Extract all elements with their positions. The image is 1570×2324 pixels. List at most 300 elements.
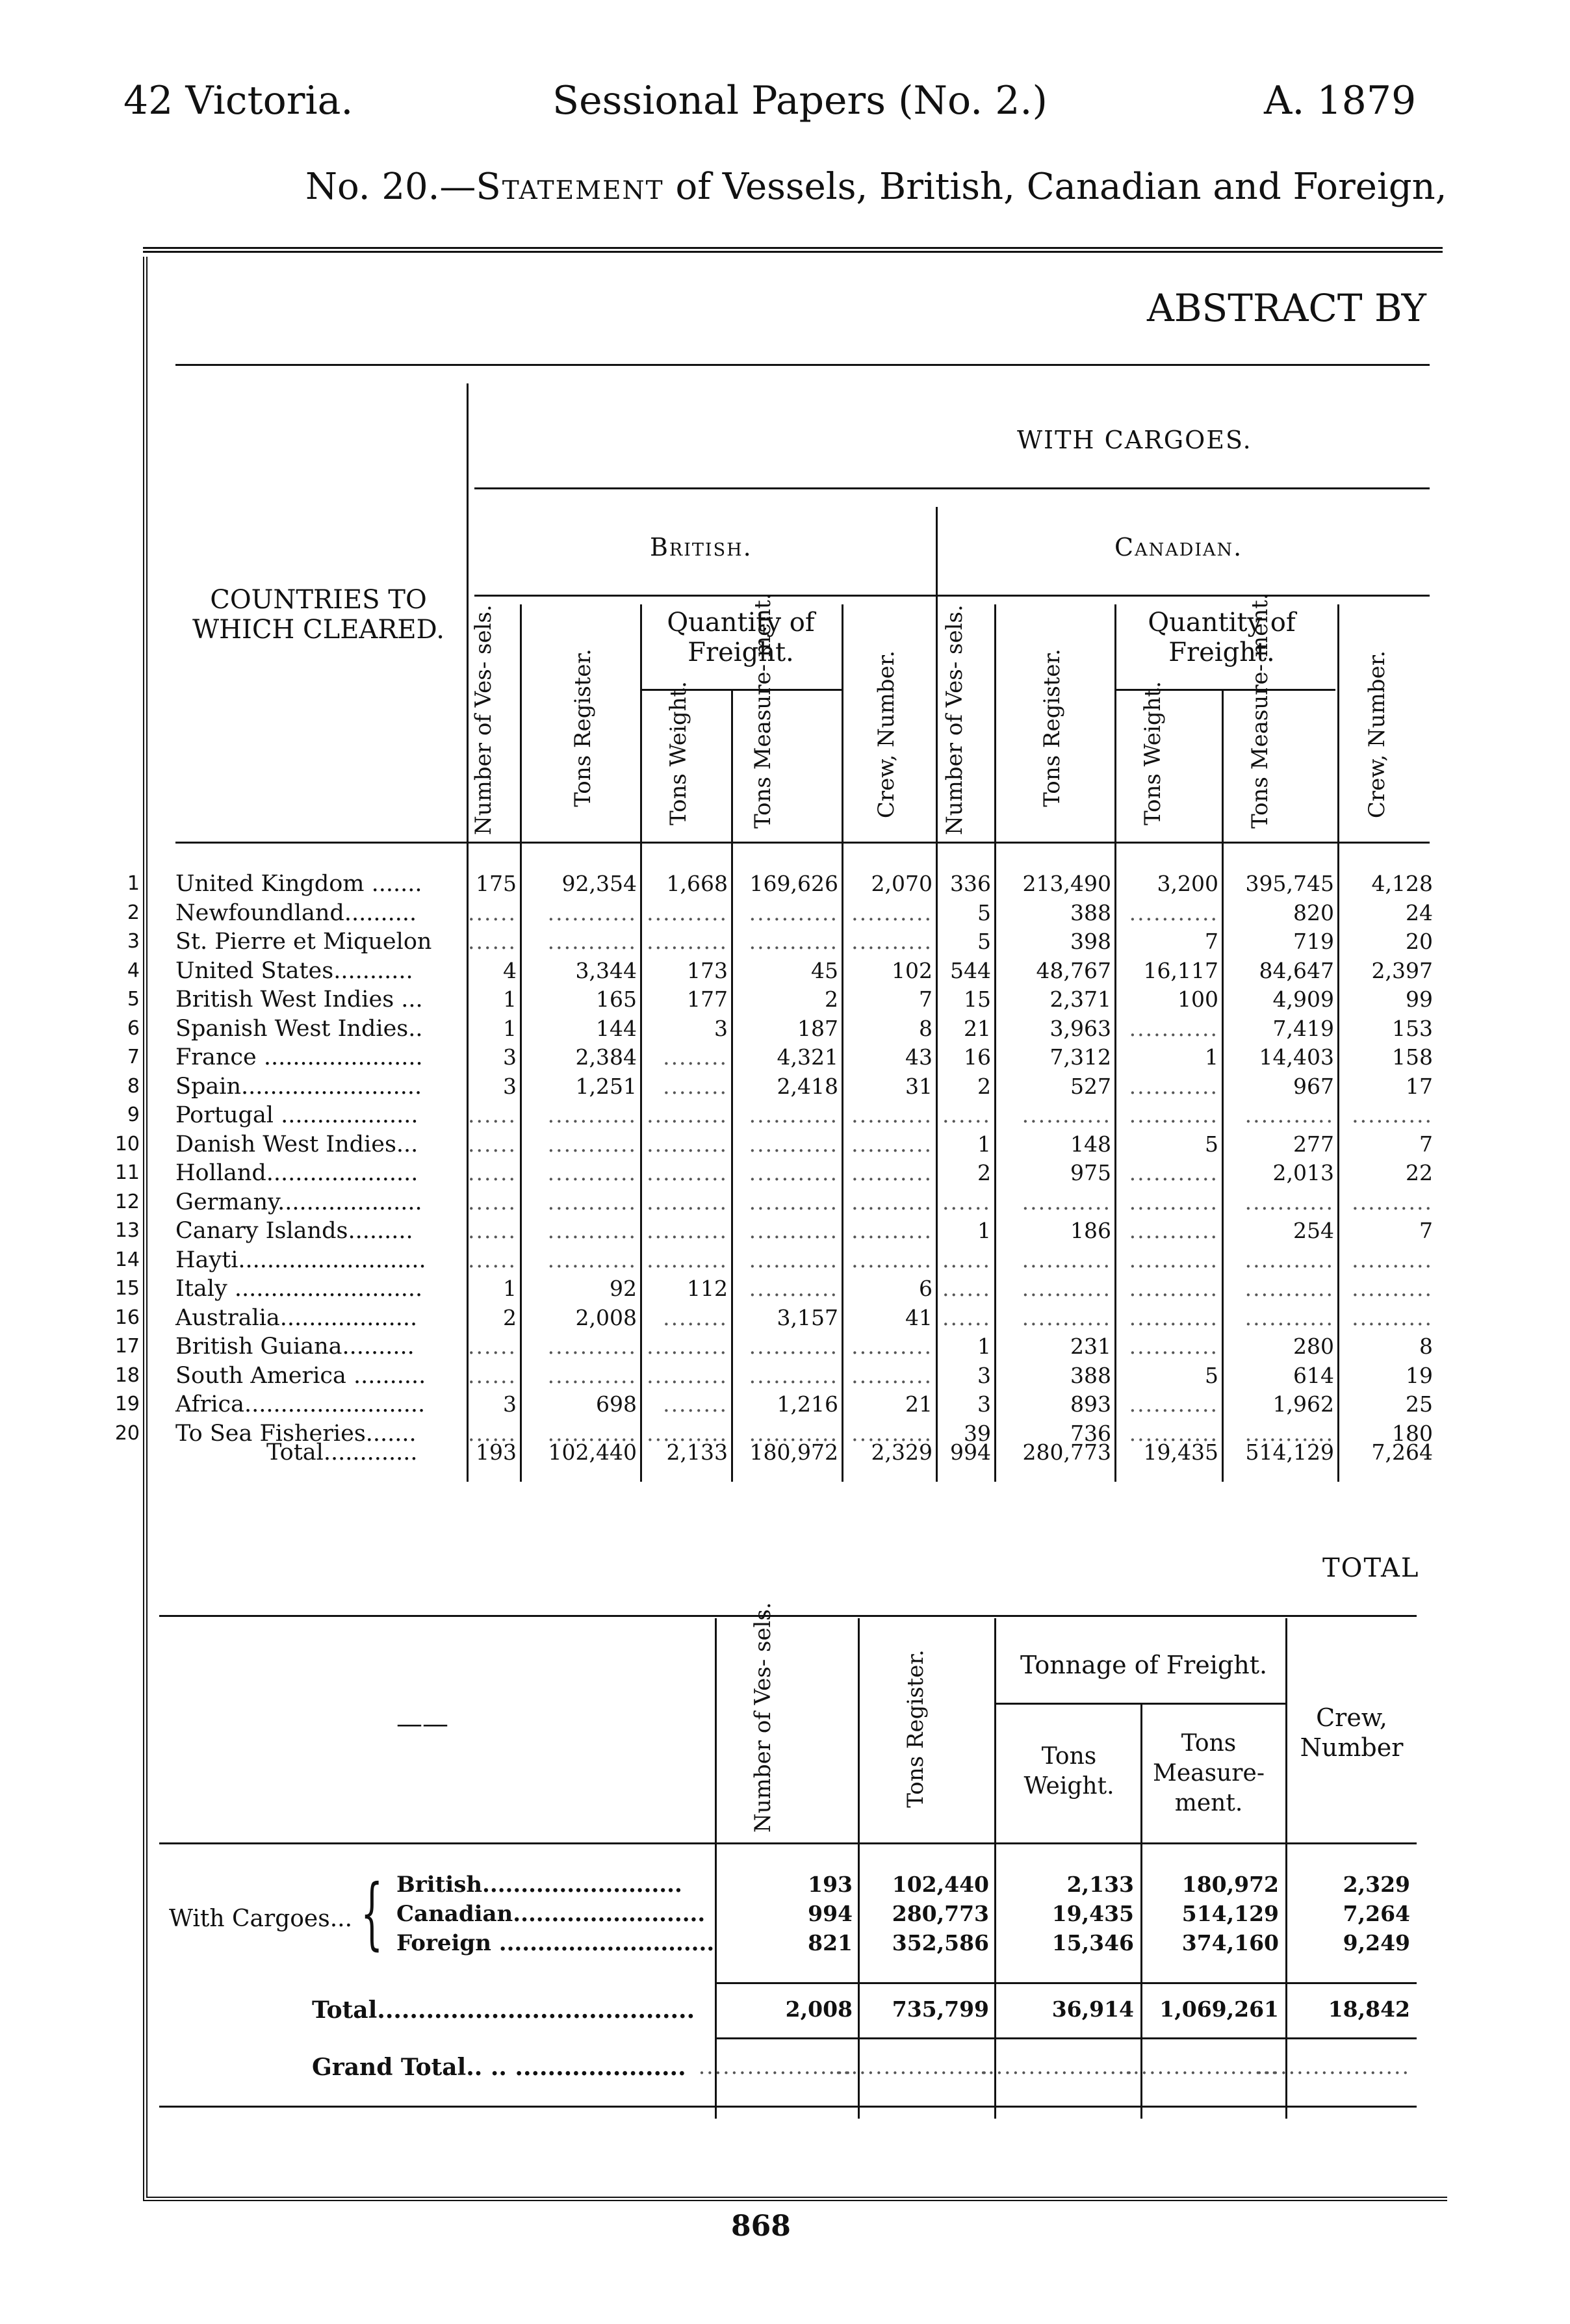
british-cell: 92 xyxy=(610,1276,637,1301)
canadian-cell: ........... xyxy=(1022,1305,1111,1330)
canadian-cell: 719 xyxy=(1293,929,1334,954)
canadian-cell: 22 xyxy=(1406,1160,1433,1185)
line-number: 9 xyxy=(127,1104,140,1126)
british-cell: .......... xyxy=(851,1189,933,1215)
british-cell: 144 xyxy=(596,1016,637,1041)
british-cell: 6 xyxy=(919,1276,933,1301)
canadian-cell: 7 xyxy=(1419,1131,1433,1157)
totals-cell: 19,435 xyxy=(1051,1901,1134,1926)
british-cell: ...... xyxy=(468,1247,517,1272)
british-cell: 102 xyxy=(892,958,933,983)
canadian-cell: 213,490 xyxy=(1022,871,1111,896)
canadian-cell: 388 xyxy=(1070,1363,1111,1388)
british-cell: ........... xyxy=(749,1131,838,1157)
british-cell: ........ xyxy=(663,1044,728,1070)
canadian-cell: 99 xyxy=(1406,987,1433,1012)
canadian-cell: 398 xyxy=(1070,929,1111,954)
british-cell: .......... xyxy=(647,1218,728,1243)
british-cell: 4,321 xyxy=(777,1044,838,1070)
british-cell: ........... xyxy=(749,1334,838,1359)
totals-cell: 821 xyxy=(808,1930,853,1956)
british-cell: .......... xyxy=(647,929,728,954)
totals-crew-heading: Crew, Number xyxy=(1300,1703,1404,1762)
canadian-cell: ........... xyxy=(1129,1247,1218,1272)
country-name: St. Pierre et Miquelon xyxy=(175,929,432,955)
canadian-cell: 15 xyxy=(964,987,991,1012)
country-name: Portugal ................... xyxy=(175,1102,418,1128)
canadian-cell: ........... xyxy=(1022,1102,1111,1128)
country-name: Hayti.......................... xyxy=(175,1247,426,1273)
canadian-cell: ........... xyxy=(1129,900,1218,925)
countries-heading: COUNTRIES TO WHICH CLEARED. xyxy=(192,585,444,645)
canadian-cell: 7,312 xyxy=(1049,1044,1111,1070)
canadian-cell: 8 xyxy=(1419,1334,1433,1359)
canadian-cell: 16,117 xyxy=(1143,958,1218,983)
canadian-cell: 527 xyxy=(1070,1074,1111,1099)
british-cell: 92,354 xyxy=(561,871,637,896)
british-tons-measurement-heading: Tons Measure- ment. xyxy=(750,593,776,829)
canadian-cell: 395,745 xyxy=(1245,871,1334,896)
british-cell: .......... xyxy=(851,1131,933,1157)
totals-tons-weight-heading: Tons Weight. xyxy=(1023,1743,1114,1800)
totals-cell: 352,586 xyxy=(892,1930,989,1956)
totals-tons-measurement-heading: Tons Measure- ment. xyxy=(1153,1730,1265,1816)
canadian-cell: ........... xyxy=(1022,1189,1111,1215)
canadian-cell: ........... xyxy=(1244,1276,1334,1301)
british-tons-weight-heading: Tons Weight. xyxy=(665,681,691,825)
line-number: 6 xyxy=(127,1017,140,1040)
line-number: 14 xyxy=(114,1248,140,1271)
country-name: Italy .......................... xyxy=(175,1276,423,1302)
canadian-cell: ...... xyxy=(942,1305,991,1330)
british-cell: 1 xyxy=(503,987,517,1012)
british-cell: ........... xyxy=(547,1421,637,1446)
british-cell: 41 xyxy=(905,1305,933,1330)
canadian-cell: 336 xyxy=(950,871,991,896)
british-cell: ........... xyxy=(749,929,838,954)
british-cell: .......... xyxy=(851,929,933,954)
canadian-tons-measurement-heading: Tons Measure- ment. xyxy=(1247,593,1273,829)
totals-cell: 374,160 xyxy=(1181,1930,1279,1956)
line-number: 18 xyxy=(114,1364,140,1387)
british-cell: ........... xyxy=(749,1189,838,1215)
canadian-cell: 967 xyxy=(1293,1074,1334,1099)
canadian-cell: .......... xyxy=(1352,1189,1433,1215)
british-cell: .......... xyxy=(647,1160,728,1185)
brace-icon: { xyxy=(361,1868,383,1959)
abstract-title: ABSTRACT BY xyxy=(1147,286,1426,330)
british-cell: 4 xyxy=(503,958,517,983)
canadian-heading: Canadian. xyxy=(1114,533,1243,562)
canadian-cell: 7 xyxy=(1419,1218,1433,1243)
british-cell: ...... xyxy=(468,900,517,925)
british-total-cell: 180,972 xyxy=(749,1440,838,1465)
canadian-cell: ...... xyxy=(942,1102,991,1128)
british-cell: ........... xyxy=(547,1334,637,1359)
british-cell: 2,070 xyxy=(871,871,933,896)
canadian-cell: ........... xyxy=(1022,1276,1111,1301)
canadian-cell: 1 xyxy=(977,1218,991,1243)
canadian-cell: 153 xyxy=(1392,1016,1433,1041)
british-cell: 187 xyxy=(797,1016,838,1041)
british-cell: ........... xyxy=(749,1247,838,1272)
canadian-cell: 1 xyxy=(1205,1044,1218,1070)
line-number: 1 xyxy=(127,872,140,895)
british-total-cell: 2,133 xyxy=(666,1440,728,1465)
british-tons-register-heading: Tons Register. xyxy=(570,649,596,807)
canadian-cell: 1 xyxy=(977,1334,991,1359)
british-cell: 3 xyxy=(714,1016,728,1041)
canadian-cell: 84,647 xyxy=(1259,958,1334,983)
line-number: 2 xyxy=(127,901,140,924)
header-year: A. 1879 xyxy=(1264,78,1417,123)
country-name: To Sea Fisheries....... xyxy=(175,1421,417,1447)
canadian-cell: 277 xyxy=(1293,1131,1334,1157)
british-cell: 1,251 xyxy=(575,1074,637,1099)
line-number: 8 xyxy=(127,1075,140,1098)
british-cell: 1,668 xyxy=(666,871,728,896)
totals-total-label: Total....................................... xyxy=(312,1996,695,2024)
british-cell: 1,216 xyxy=(777,1391,838,1417)
canadian-cell: ........... xyxy=(1129,1276,1218,1301)
canadian-cell: .......... xyxy=(1352,1102,1433,1128)
canadian-cell: .......... xyxy=(1352,1247,1433,1272)
canadian-cell: 614 xyxy=(1293,1363,1334,1388)
canadian-cell: 21 xyxy=(964,1016,991,1041)
header-session: 42 Victoria. xyxy=(123,78,354,123)
british-quantity-freight-heading: Quantity of Freight. xyxy=(667,608,815,667)
totals-cell: 9,249 xyxy=(1343,1930,1410,1956)
totals-sum-cell: 18,842 xyxy=(1328,1996,1410,2022)
british-cell: .......... xyxy=(647,1247,728,1272)
british-heading: British. xyxy=(650,533,753,562)
statement-title: No. 20.—Statement of Vessels, British, Canadian and Foreign, xyxy=(305,166,1447,208)
line-number: 7 xyxy=(127,1046,140,1068)
british-cell: 169,626 xyxy=(749,871,838,896)
canadian-cell: ........... xyxy=(1244,1102,1334,1128)
country-name: South America .......... xyxy=(175,1363,426,1389)
british-cell: 7 xyxy=(919,987,933,1012)
british-cell: ........... xyxy=(749,1102,838,1128)
country-name: Australia................... xyxy=(175,1305,418,1331)
british-cell: .......... xyxy=(851,1363,933,1388)
canadian-total-cell: 280,773 xyxy=(1022,1440,1111,1465)
british-cell: .......... xyxy=(647,1131,728,1157)
british-cell: ........... xyxy=(547,1102,637,1128)
british-cell: 3 xyxy=(503,1391,517,1417)
canadian-cell: ........... xyxy=(1129,1334,1218,1359)
flag-label: British.......................... xyxy=(396,1872,682,1898)
british-cell: ........... xyxy=(547,900,637,925)
canadian-cell: ........... xyxy=(1129,1160,1218,1185)
totals-cell: 7,264 xyxy=(1343,1901,1410,1926)
canadian-cell: ........... xyxy=(1244,1189,1334,1215)
totals-tonnage-freight-heading: Tonnage of Freight. xyxy=(1020,1651,1268,1679)
totals-cell: 193 xyxy=(808,1872,853,1897)
canadian-cell: .......... xyxy=(1352,1305,1433,1330)
line-number: 16 xyxy=(114,1306,140,1329)
canadian-cell: 5 xyxy=(977,900,991,925)
canadian-cell: 5 xyxy=(1205,1363,1218,1388)
canadian-cell: 1,962 xyxy=(1272,1391,1334,1417)
totals-cell: 180,972 xyxy=(1181,1872,1279,1897)
flag-label: Foreign ............................ xyxy=(396,1930,715,1956)
totals-cell: 280,773 xyxy=(892,1901,989,1926)
british-cell: ...... xyxy=(468,1421,517,1446)
totals-cell: 994 xyxy=(808,1901,853,1926)
british-cell: .......... xyxy=(851,1218,933,1243)
british-cell: ........... xyxy=(547,1363,637,1388)
british-cell: 3,157 xyxy=(777,1305,838,1330)
canadian-cell: 2 xyxy=(977,1160,991,1185)
canadian-cell: 5 xyxy=(1205,1131,1218,1157)
canadian-cell: 48,767 xyxy=(1036,958,1111,983)
totals-sum-cell: 2,008 xyxy=(785,1996,853,2022)
with-cargoes-heading: WITH CARGOES. xyxy=(1017,426,1252,454)
british-cell: 2,418 xyxy=(777,1074,838,1099)
british-cell: .......... xyxy=(647,1334,728,1359)
line-number: 11 xyxy=(114,1161,140,1184)
british-cell: ........... xyxy=(547,1218,637,1243)
british-cell: ...... xyxy=(468,1218,517,1243)
british-cell: ........... xyxy=(749,900,838,925)
british-crew-heading: Crew, Number. xyxy=(873,650,899,819)
canadian-cell: 7,419 xyxy=(1272,1016,1334,1041)
country-name: Germany.................... xyxy=(175,1189,422,1215)
british-cell: ........... xyxy=(547,929,637,954)
grand-total-cell: ................... xyxy=(979,2054,1134,2079)
canadian-cell: 975 xyxy=(1070,1160,1111,1185)
country-name: British Guiana.......... xyxy=(175,1334,415,1360)
line-number: 10 xyxy=(114,1133,140,1156)
british-cell: ........... xyxy=(547,1131,637,1157)
british-cell: 698 xyxy=(596,1391,637,1417)
canadian-cell: ...... xyxy=(942,1247,991,1272)
british-cell: ........... xyxy=(547,1247,637,1272)
canadian-cell: 2,013 xyxy=(1272,1160,1334,1185)
totals-cell: 2,329 xyxy=(1343,1872,1410,1897)
british-cell: .......... xyxy=(647,1189,728,1215)
british-cell: ...... xyxy=(468,1131,517,1157)
canadian-cell: ........... xyxy=(1129,1305,1218,1330)
canadian-tons-weight-heading: Tons Weight. xyxy=(1140,681,1166,825)
totals-sum-cell: 1,069,261 xyxy=(1159,1996,1279,2022)
grand-total-cell: ................... xyxy=(1124,2054,1279,2079)
british-cell: 173 xyxy=(687,958,728,983)
line-number: 20 xyxy=(114,1422,140,1445)
grand-total-cell: ................... xyxy=(698,2054,853,2079)
canadian-total-cell: 994 xyxy=(950,1440,991,1465)
canadian-cell: 4,128 xyxy=(1371,871,1433,896)
page-number: 868 xyxy=(731,2210,791,2243)
british-cell: 31 xyxy=(905,1074,933,1099)
canadian-cell: 2 xyxy=(977,1074,991,1099)
british-cell: 1 xyxy=(503,1276,517,1301)
british-cell: ........... xyxy=(749,1421,838,1446)
british-cell: 3,344 xyxy=(575,958,637,983)
canadian-cell: 5 xyxy=(977,929,991,954)
british-cell: .......... xyxy=(851,1160,933,1185)
totals-cell: 514,129 xyxy=(1181,1901,1279,1926)
canadian-cell: ........... xyxy=(1244,1247,1334,1272)
canadian-cell: ........... xyxy=(1244,1305,1334,1330)
country-name: Spanish West Indies.. xyxy=(175,1016,423,1042)
flag-label: Canadian......................... xyxy=(396,1901,706,1927)
country-name: France ...................... xyxy=(175,1044,423,1070)
british-cell: .......... xyxy=(851,1421,933,1446)
british-cell: ...... xyxy=(468,929,517,954)
canadian-cell: 1 xyxy=(977,1131,991,1157)
british-cell: ...... xyxy=(468,1189,517,1215)
with-cargoes-label: With Cargoes... xyxy=(169,1905,353,1932)
british-cell: 2 xyxy=(825,987,838,1012)
british-cell: .......... xyxy=(851,1247,933,1272)
canadian-cell: 24 xyxy=(1406,900,1433,925)
canadian-cell: 39 xyxy=(964,1421,991,1446)
canadian-cell: ........... xyxy=(1244,1421,1334,1446)
british-cell: ...... xyxy=(468,1334,517,1359)
british-total-cell: 102,440 xyxy=(548,1440,637,1465)
canadian-cell: 388 xyxy=(1070,900,1111,925)
totals-vessels-heading: Number of Ves- sels. xyxy=(750,1602,776,1833)
british-cell: 43 xyxy=(905,1044,933,1070)
british-cell: ........... xyxy=(749,1363,838,1388)
line-number: 17 xyxy=(114,1335,140,1358)
canadian-cell: 186 xyxy=(1070,1218,1111,1243)
canadian-cell: 148 xyxy=(1070,1131,1111,1157)
country-name: United Kingdom ....... xyxy=(175,871,422,897)
canadian-cell: 3 xyxy=(977,1363,991,1388)
grand-total-cell: ................... xyxy=(834,2054,989,2079)
british-cell: ........ xyxy=(663,1391,728,1417)
country-name: Canary Islands......... xyxy=(175,1218,413,1244)
canadian-cell: .......... xyxy=(1352,1276,1433,1301)
canadian-crew-heading: Crew, Number. xyxy=(1364,650,1390,819)
british-cell: .......... xyxy=(647,1102,728,1128)
country-name: Holland..................... xyxy=(175,1160,418,1186)
canadian-cell: 180 xyxy=(1392,1421,1433,1446)
british-cell: 165 xyxy=(596,987,637,1012)
british-cell: 2,008 xyxy=(575,1305,637,1330)
british-total-cell: 193 xyxy=(476,1440,517,1465)
british-cell: 2 xyxy=(503,1305,517,1330)
british-cell: 3 xyxy=(503,1074,517,1099)
line-number: 3 xyxy=(127,930,140,953)
british-cell: .......... xyxy=(647,1363,728,1388)
totals-dash: —— xyxy=(396,1709,448,1739)
totals-title: TOTAL xyxy=(1322,1553,1420,1583)
british-cell: ........ xyxy=(663,1305,728,1330)
british-cell: ........... xyxy=(749,1218,838,1243)
canadian-cell: ........... xyxy=(1129,1189,1218,1215)
canadian-cell: 7 xyxy=(1205,929,1218,954)
line-number: 19 xyxy=(114,1393,140,1415)
canadian-total-cell: 19,435 xyxy=(1143,1440,1218,1465)
canadian-cell: 544 xyxy=(950,958,991,983)
canadian-cell: 14,403 xyxy=(1259,1044,1334,1070)
british-cell: ...... xyxy=(468,1160,517,1185)
line-number: 15 xyxy=(114,1277,140,1300)
canadian-cell: ........... xyxy=(1129,1421,1218,1446)
british-cell: 177 xyxy=(687,987,728,1012)
british-cell: .......... xyxy=(647,900,728,925)
canadian-cell: 158 xyxy=(1392,1044,1433,1070)
totals-cell: 102,440 xyxy=(892,1872,989,1897)
totals-cell: 15,346 xyxy=(1051,1930,1134,1956)
canadian-cell: 893 xyxy=(1070,1391,1111,1417)
british-cell: ...... xyxy=(468,1102,517,1128)
canadian-cell: 231 xyxy=(1070,1334,1111,1359)
canadian-cell: 3,963 xyxy=(1049,1016,1111,1041)
totals-sum-cell: 735,799 xyxy=(892,1996,989,2022)
british-cell: .......... xyxy=(851,1102,933,1128)
canadian-cell: 100 xyxy=(1178,987,1218,1012)
british-cell: ........... xyxy=(547,1160,637,1185)
british-cell: 8 xyxy=(919,1016,933,1041)
british-cell: .......... xyxy=(851,900,933,925)
canadian-cell: ........... xyxy=(1129,1074,1218,1099)
british-cell: 45 xyxy=(811,958,838,983)
abstract-total-label: Total............. xyxy=(266,1440,418,1465)
canadian-cell: ........... xyxy=(1129,1102,1218,1128)
totals-cell: 2,133 xyxy=(1066,1872,1134,1897)
canadian-cell: ........... xyxy=(1129,1391,1218,1417)
canadian-cell: 280 xyxy=(1293,1334,1334,1359)
canadian-vessels-heading: Number of Ves- sels. xyxy=(942,604,968,835)
british-total-cell: 2,329 xyxy=(871,1440,933,1465)
british-vessels-heading: Number of Ves- sels. xyxy=(470,604,496,835)
country-name: British West Indies ... xyxy=(175,987,423,1013)
country-name: Newfoundland.......... xyxy=(175,900,417,926)
canadian-cell: ........... xyxy=(1022,1247,1111,1272)
british-cell: .......... xyxy=(647,1421,728,1446)
country-name: Spain......................... xyxy=(175,1074,422,1100)
line-number: 13 xyxy=(114,1219,140,1242)
canadian-cell: 3,200 xyxy=(1157,871,1218,896)
canadian-cell: ........... xyxy=(1129,1218,1218,1243)
canadian-cell: ...... xyxy=(942,1276,991,1301)
british-cell: ...... xyxy=(468,1363,517,1388)
header-sessional-papers: Sessional Papers (No. 2.) xyxy=(552,78,1048,123)
totals-tons-register-heading: Tons Register. xyxy=(903,1649,929,1808)
grand-total-cell: ................... xyxy=(1255,2054,1410,2079)
grand-total-label: Grand Total.. .. ..................... xyxy=(312,2054,686,2081)
canadian-quantity-freight-heading: Quantity of Freight. xyxy=(1148,608,1296,667)
canadian-cell: 19 xyxy=(1406,1363,1433,1388)
country-name: Africa......................... xyxy=(175,1391,426,1417)
canadian-cell: ...... xyxy=(942,1189,991,1215)
british-cell: ........... xyxy=(749,1276,838,1301)
british-cell: 21 xyxy=(905,1391,933,1417)
canadian-cell: 17 xyxy=(1406,1074,1433,1099)
british-cell: .......... xyxy=(851,1334,933,1359)
british-cell: 112 xyxy=(687,1276,728,1301)
canadian-tons-register-heading: Tons Register. xyxy=(1039,649,1065,807)
canadian-cell: 2,371 xyxy=(1049,987,1111,1012)
canadian-cell: 4,909 xyxy=(1272,987,1334,1012)
canadian-cell: ........... xyxy=(1129,1016,1218,1041)
canadian-cell: 16 xyxy=(964,1044,991,1070)
canadian-cell: 25 xyxy=(1406,1391,1433,1417)
british-cell: 175 xyxy=(476,871,517,896)
british-cell: ........... xyxy=(547,1189,637,1215)
country-name: United States........... xyxy=(175,958,413,984)
canadian-cell: 820 xyxy=(1293,900,1334,925)
canadian-cell: 254 xyxy=(1293,1218,1334,1243)
canadian-total-cell: 514,129 xyxy=(1245,1440,1334,1465)
canadian-cell: 736 xyxy=(1070,1421,1111,1446)
line-number: 4 xyxy=(127,959,140,982)
